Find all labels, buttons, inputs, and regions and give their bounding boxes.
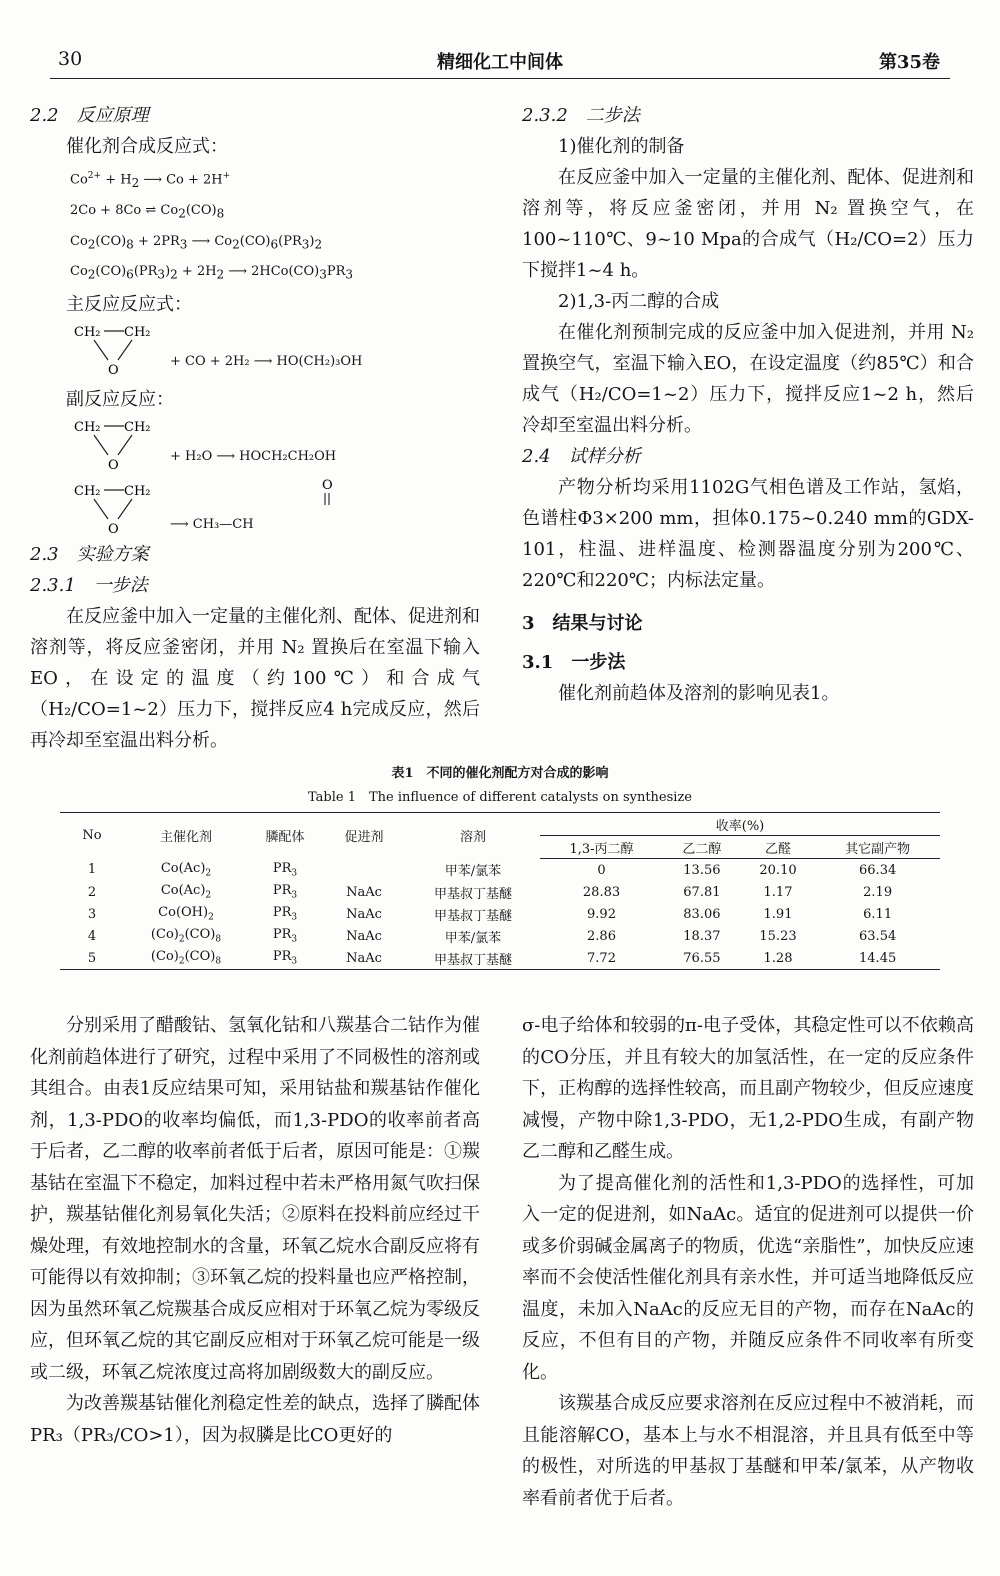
section-2-3-title: 2.3 实验方案 [30, 543, 149, 565]
cell-acetaldehyde: 1.28 [741, 947, 815, 970]
header-yield: 收率(%) [540, 813, 940, 836]
cell-no: 2 [87, 884, 97, 900]
section-2-3-1-title: 2.3.1 一步法 [30, 574, 148, 596]
cell-solvent: 甲基叔丁基醚 [406, 947, 540, 970]
left-column-bottom [30, 1010, 480, 1451]
section-3-title: 3 结果与讨论 [522, 613, 643, 634]
discussion-para-1: 分别采用了醋酸钴、氢氧化钴和八羰基合二钴作为催化剂前趋体进行了研究，过程中采用了不同极性的溶剂或其组合。由表1反应结果可知，采用钴盐和羰基钴作催化剂，1,3-PDO的收率均偏低，而1,3-PDO的收率前者高于后者，乙二醇的收率前者低于后者，原因可能是：①羰基钴在室温下不稳定，加料过程中若未严格用氮气吹扫保护，羰基钴催化剂易氧化失活；②原料在投料前应经过干燥处理，有效地控制水的含量，环氧乙烷水合副反应将有可能得以有效抑制；③环氧乙烷的投料量也应严格控制，因为虽然环氧乙烷羰基合成反应相对于环氧乙烷为零级反应，但环氧乙烷的其它副反应相对于环氧乙烷可能是一级或二级，环氧乙烷浓度过高将加剧级数大的副反应。 [30, 1015, 480, 1383]
section-2-2-title: 2.2 反应原理 [30, 105, 149, 126]
cell-eg: 67.81 [683, 884, 721, 900]
header-other: 其它副产物 [815, 836, 940, 859]
cell-eg: 18.37 [683, 928, 721, 944]
cell-acetaldehyde: 1.91 [763, 906, 793, 922]
aldehyde-carbonyl [310, 475, 370, 515]
cell-catalyst: $Co(OH)_2$ [158, 905, 214, 923]
cell-pdo: 9.92 [587, 906, 616, 922]
cell-pdo: 2.86 [587, 928, 616, 944]
cell-no: 1 [87, 862, 97, 878]
header-rule [50, 78, 950, 79]
epoxide-ch2-right: CH₂ [124, 419, 151, 435]
cell-ligand: $PR_3$ [272, 927, 298, 945]
cell-promoter: NaAc [322, 947, 406, 970]
header-catalyst: 主催化剂 [124, 813, 248, 859]
cell-promoter [322, 859, 406, 882]
section-2-3-2-title: 2.3.2 二步法 [522, 105, 640, 126]
section-3-1-text: 催化剂前趋体及溶剂的影响见表1。 [558, 683, 840, 704]
cell-other: 63.54 [859, 928, 897, 944]
table-row [60, 859, 940, 882]
epoxide-ch2-right: CH₂ [124, 324, 151, 340]
aldehyde-oxygen: O [322, 477, 333, 493]
cell-promoter: NaAc [346, 928, 382, 944]
header-eg: 乙二醇 [663, 836, 741, 859]
cell-solvent: 甲基叔丁基醚 [433, 908, 512, 924]
main-reaction-rhs: + CO + 2H₂ ⟶ HO(CH₂)₃OH [170, 353, 363, 369]
equation-2: 2Co + 8Co ⇌ $Co_2(CO)_8$ [70, 202, 225, 221]
table-row [60, 925, 940, 947]
header-solvent: 溶剂 [406, 813, 540, 859]
section-2-4-title: 2.4 试样分析 [522, 446, 641, 467]
epoxide-oxygen: O [108, 457, 119, 473]
side-reaction-1-rhs: + H₂O ⟶ HOCH₂CH₂OH [170, 448, 337, 464]
right-column-bottom [522, 1010, 974, 1514]
cell-no: 4 [87, 928, 97, 944]
cell-pdo: 7.72 [540, 947, 663, 970]
section-2-3-1-text: 在反应釜中加入一定量的主催化剂、配体、促进剂和溶剂等，将反应釜密闭，并用 N₂ 置换后在室温下输入EO，在设定的温度（约100℃）和合成气（H₂/CO=1~2）压力下，搅拌反应4 h完成反应，然后再冷却至室温出料分析。 [30, 605, 480, 751]
cell-no: 5 [60, 947, 124, 970]
pdo-synthesis-text: 在催化剂预制完成的反应釜中加入促进剂，并用 N₂ 置换空气，室温下输入EO，在设定温度（约85℃）和合成气（H₂/CO=1~2）压力下，搅拌反应1~2 h，然后冷却至室温出料分析。 [522, 322, 974, 436]
right-column-top [522, 100, 974, 709]
table-caption-en: Table 1 The influence of different catalysts on synthesize [307, 790, 692, 805]
equation-3: $Co_2(CO)_8 + 2PR_3$ ⟶ $Co_2(CO)_6(PR_3)_2$ [70, 233, 323, 252]
cell-other: 2.19 [863, 884, 893, 900]
header-ligand: 膦配体 [248, 813, 322, 859]
cell-catalyst: $(Co)_2(CO)_8$ [150, 927, 222, 945]
table-1 [60, 812, 940, 970]
discussion-para-4: 为了提高催化剂的活性和1,3-PDO的选择性，可加入一定的促进剂，如NaAc。适宜的促进剂可以提供一价或多价弱碱金属离子的物质，优选“亲脂性”，加快反应速率而不会使活性催化剂具有亲水性，并可适当地降低反应温度，未加入NaAc的反应无目的产物，而存在NaAc的反应，不但有目的产物，并随反应条件不同收率有所变化。 [522, 1172, 974, 1383]
catalyst-prep-label: 1)催化剂的制备 [558, 136, 685, 157]
cell-pdo: 0 [597, 862, 606, 878]
header-pdo: 1,3-丙二醇 [540, 836, 663, 859]
cell-eg: 13.56 [683, 862, 721, 878]
page-number: 30 [58, 48, 83, 70]
cell-pdo: 28.83 [582, 884, 621, 900]
cell-acetaldehyde: 1.17 [763, 884, 793, 900]
cell-other: 66.34 [859, 862, 897, 878]
epoxide-structure [70, 479, 170, 543]
header-promoter: 促进剂 [322, 813, 406, 859]
catalyst-prep-text: 在反应釜中加入一定量的主催化剂、配体、促进剂和溶剂等，将反应釜密闭，并用 N₂ 置换空气，在100~110℃、9~10 Mpa的合成气（H₂/CO=2）压力下搅拌1~4 h。 [522, 167, 974, 281]
cell-eg: 76.55 [663, 947, 741, 970]
main-reaction-scheme [70, 320, 480, 384]
cell-ligand: $PR_3$ [272, 905, 298, 923]
cell-eg: 83.06 [683, 906, 721, 922]
section-2-4-text: 产物分析均采用1102G气相色谱及工作站，氢焰，色谱柱Φ3×200 mm，担体0.175~0.240 mm的GDX-101，柱温、进样温度、检测器温度分别为200℃、220℃和220℃；内标法定量。 [522, 477, 974, 591]
cell-solvent: 甲苯/氯苯 [444, 864, 502, 880]
side-reaction-2-scheme [70, 479, 480, 539]
cell-catalyst: $Co(Ac)_2$ [160, 860, 212, 879]
catalyst-equations-label: 催化剂合成反应式： [66, 136, 228, 157]
cell-ligand: $PR_3$ [248, 947, 322, 970]
cell-acetaldehyde: 15.23 [759, 928, 797, 944]
cell-promoter: NaAc [346, 884, 382, 900]
cell-other: 14.45 [815, 947, 940, 970]
journal-title: 精细化工中间体 [437, 52, 563, 73]
table-caption-cn: 表1 不同的催化剂配方对合成的影响 [391, 766, 609, 781]
volume-label: 第35卷 [878, 52, 940, 73]
cell-ligand: $PR_3$ [272, 860, 298, 879]
table-row [60, 903, 940, 925]
header-acetaldehyde: 乙醛 [741, 836, 815, 859]
cell-solvent: 甲基叔丁基醚 [433, 886, 512, 902]
equation-4: $Co_2(CO)_6(PR_3)_2 + 2H_2$ ⟶ $2HCo(CO)_3PR_3$ [70, 264, 354, 282]
cell-ligand: $PR_3$ [272, 883, 298, 901]
cell-solvent: 甲苯/氯苯 [444, 930, 502, 946]
pdo-synthesis-label: 2)1,3-丙二醇的合成 [558, 291, 720, 312]
side-reaction-1-scheme [70, 415, 480, 479]
epoxide-ch2-left: CH₂ [74, 324, 101, 340]
side-reaction-label: 副反应反应： [66, 388, 174, 410]
cell-catalyst: $(Co)_2(CO)_8$ [124, 947, 248, 970]
cell-other: 6.11 [863, 906, 893, 922]
equation-1: $Co^{2+} + H_2$ ⟶ Co + 2H+ [70, 171, 231, 190]
main-reaction-label: 主反应反应式： [66, 293, 192, 315]
epoxide-oxygen: O [108, 362, 119, 378]
table-row [60, 881, 940, 903]
cell-no: 3 [87, 906, 97, 922]
epoxide-ch2-left: CH₂ [74, 483, 101, 499]
discussion-para-5: 该羰基合成反应要求溶剂在反应过程中不被消耗，而且能溶解CO，基本上与水不相混溶，并且具有低至中等的极性，对所选的甲基叔丁基醚和甲苯/氯苯，从产物收率看前者优于后者。 [522, 1393, 974, 1509]
discussion-para-2: 为改善羰基钴催化剂稳定性差的缺点，选择了膦配体PR₃（PR₃/CO>1），因为叔膦是比CO更好的 [30, 1393, 480, 1446]
epoxide-oxygen: O [108, 521, 119, 537]
section-3-1-title: 3.1 一步法 [522, 652, 626, 673]
epoxide-ch2-left: CH₂ [74, 419, 101, 435]
table-row [60, 947, 940, 970]
epoxide-structure [70, 320, 170, 384]
side-reaction-2-rhs: ⟶ CH₃—CH [170, 516, 254, 532]
cell-acetaldehyde: 20.10 [759, 862, 797, 878]
cell-promoter: NaAc [346, 906, 382, 922]
epoxide-structure [70, 415, 170, 479]
header-no: No [60, 813, 124, 859]
cell-catalyst: $Co(Ac)_2$ [160, 883, 212, 901]
discussion-para-3: σ-电子给体和较弱的π-电子受体，其稳定性可以不依赖高的CO分压，并且有较大的加氢活性，在一定的反应条件下，正构醇的选择性较高，而且副产物较少，但反应速度减慢，产物中除1,3-PDO，无1,2-PDO生成，有副产物乙二醇和乙醛生成。 [522, 1015, 974, 1162]
left-column-top [30, 100, 480, 756]
epoxide-ch2-right: CH₂ [124, 483, 151, 499]
page-header [30, 44, 970, 80]
